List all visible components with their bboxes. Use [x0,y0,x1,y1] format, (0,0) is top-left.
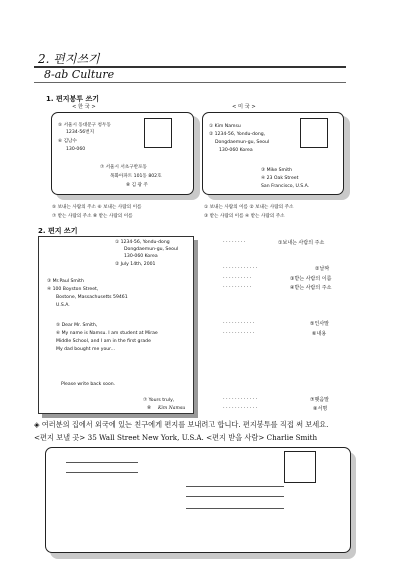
dotted-leader: ············ [223,396,259,402]
writing-line[interactable] [186,508,284,509]
exercise-info: <편지 보낼 곳> 35 Wall Street New York, U.S.A. <편지 받을 사람> Charlie Smith [34,433,318,442]
writing-line[interactable] [66,462,138,463]
dotted-leader: ·········· [223,284,253,290]
dotted-leader: ··········· [223,320,256,326]
dotted-leader: ············ [223,405,259,411]
section1-title: 1. 편지봉투 쓰기 [46,95,99,103]
korea-envelope [51,112,194,195]
subtitle-rule [34,82,346,83]
page-subtitle: 8-ab Culture [44,68,115,81]
stamp-box [284,451,316,483]
korea-legend-2: ⑦ 받는 사람의 주소 ⑧ 받는 사람의 이름 [52,214,133,219]
note-greeting: ⑤인사말 [310,321,329,327]
usa-sender-line2: ② 1234-56, Yondu-dong, [209,132,266,137]
note-content: ⑥내용 [312,331,327,337]
dotted-leader: ·········· [223,275,253,281]
letter-sheet [38,236,194,414]
note-date: ②날짜 [315,266,330,272]
korea-sender-line1: ⑤ 서울시 동대문구 청두동 [58,123,111,128]
dotted-leader: ············ [223,265,259,271]
korea-label: < 한 국 > [72,104,96,110]
note-recipient-name: ③받는 사람의 이름 [290,276,332,282]
usa-legend-1: ① 보내는 사람의 이름 ② 보내는 사람의 주소 [204,205,294,210]
usa-envelope [202,112,344,195]
writing-line[interactable] [186,496,284,497]
section2-title: 2. 편지 쓰기 [38,227,78,235]
note-signature: ⑧서명 [313,406,328,412]
korea-sender-line3: ⑥ 김남수 [58,139,77,144]
korea-recipient-line3: ⑧ 김 광 주 [126,183,148,188]
letter-addr2: Dongdaemun-gu, Seoul [124,247,179,252]
blank-envelope[interactable] [45,447,351,553]
writing-line[interactable] [66,472,138,473]
note-recipient-address: ④받는 사람의 주소 [290,285,332,291]
note-sender-address: ①보내는 사람의 주소 [278,240,325,246]
letter-body1: ⑥ My name is Namsu. I am student at Mirae [56,331,158,336]
writing-line[interactable] [186,486,284,487]
letter-body3: My dad bought me your... [56,347,116,352]
letter-to4: U.S.A. [56,303,70,308]
dotted-leader: ········ [223,239,247,245]
page-title: 2. 편지쓰기 [38,52,100,66]
korea-legend-1: ⑤ 보내는 사람의 주소 ⑥ 보내는 사람의 이름 [52,205,142,210]
usa-recipient-line3: San Francisco, U.S.A. [261,184,310,189]
korea-recipient-line1: ⑦ 서울시 서초구반포동 [100,165,147,170]
korea-recipient-line2: 목화아파트 101동 802호 [110,174,162,179]
letter-date: ② July 14th, 2001 [115,262,156,267]
letter-to2: ④ 100 Boyston Street, [47,287,99,292]
usa-recipient-line2: ④ 23 Oak Street [261,176,299,181]
letter-addr1: ① 1234-56, Yondu-dong [115,240,170,245]
note-closing: ⑦맺음말 [310,397,329,403]
usa-label: < 미 국 > [232,104,256,110]
letter-closing-line: Please write back soon. [61,382,116,387]
stamp-box [300,118,328,148]
letter-signature: Kim Namsu [158,406,186,411]
letter-addr3: 130-060 Korea [124,254,158,259]
letter-body2: Middle School, and I am in the first grade [56,339,151,344]
letter-yours: ⑦ Yours truly, [143,398,175,403]
letter-to1: ③ Mr.Paul Smith [47,279,84,284]
korea-sender-line4: 130-060 [66,147,86,152]
usa-recipient-line1: ③ Mike Smith [261,168,292,173]
letter-signature-label: ⑧ [147,406,152,411]
usa-legend-2: ③ 받는 사람의 이름 ④ 받는 사람의 주소 [204,214,285,219]
korea-sender-line2: 1234-56번지 [66,130,95,135]
dotted-leader: ··········· [223,330,256,336]
letter-to3: Bostone, Massachusetts 59461 [56,295,128,300]
usa-sender-line4: 130-060 Korea [219,148,253,153]
usa-sender-line3: Dongdaemun-gu, Seoul [215,140,270,145]
stamp-box [144,118,172,148]
usa-sender-line1: ① Kim Namsu [209,124,241,129]
exercise-instruction: ◈ 여러분의 집에서 외국에 있는 친구에게 편지를 보내려고 합니다. 편지봉투를 직접 써 보세요. [34,420,329,429]
letter-greeting: ⑤ Dear Mr. Smith, [56,323,98,328]
